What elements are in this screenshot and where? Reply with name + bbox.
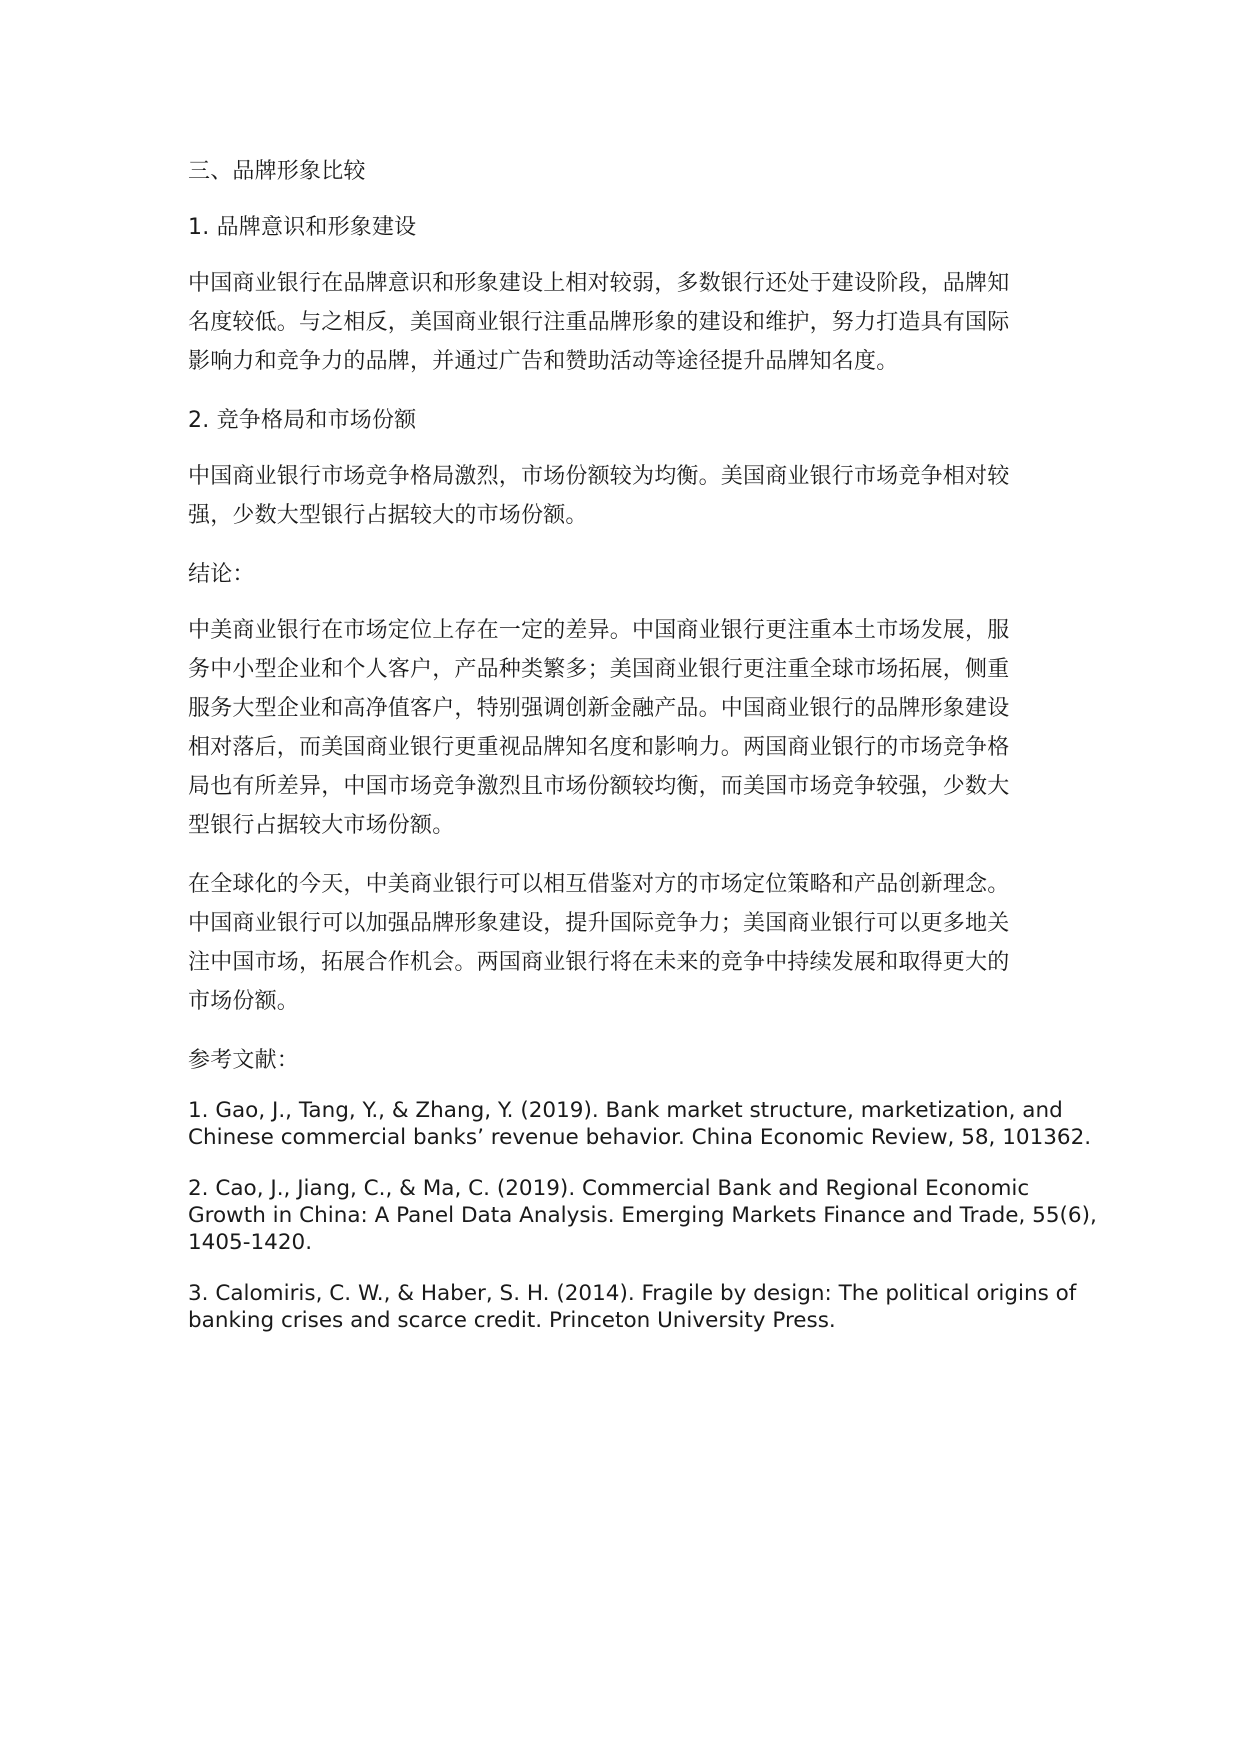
text-line: 注中国市场，拓展合作机会。两国商业银行将在未来的竞争中持续发展和取得更大的 [188, 950, 1010, 975]
text-line: 中国商业银行可以加强品牌形象建设，提升国际竞争力；美国商业银行可以更多地关 [188, 911, 1010, 936]
text-line: 强，少数大型银行占据较大的市场份额。 [188, 503, 588, 528]
conclusion-title: 结论： [188, 562, 255, 587]
subsection-1-paragraph [188, 264, 1058, 381]
subsection-1-title: 1. 品牌意识和形象建设 [188, 215, 417, 240]
document-body [188, 152, 1097, 1358]
text-line: 中国商业银行市场竞争格局激烈，市场份额较为均衡。美国商业银行市场竞争相对较 [188, 464, 1010, 489]
conclusion-paragraph-1 [188, 611, 1058, 845]
text-line: 服务大型企业和高净值客户，特别强调创新金融产品。中国商业银行的品牌形象建设 [188, 696, 1010, 721]
text-line: 名度较低。与之相反，美国商业银行注重品牌形象的建设和维护，努力打造具有国际 [188, 310, 1010, 335]
text-line: 中国商业银行在品牌意识和形象建设上相对较弱，多数银行还处于建设阶段，品牌知 [188, 271, 1010, 296]
reference-line: Growth in China: A Panel Data Analysis. Emerging Markets Finance and Trade, 55(6), [188, 1203, 1097, 1228]
reference-line: banking crises and scarce credit. Princeton University Press. [188, 1308, 836, 1333]
text-line: 影响力和竞争力的品牌，并通过广告和赞助活动等途径提升品牌知名度。 [188, 349, 899, 374]
reference-line: 1405-1420. [188, 1230, 313, 1255]
conclusion-paragraph-2 [188, 865, 1058, 1021]
reference-item [188, 1175, 1097, 1256]
text-line: 型银行占据较大市场份额。 [188, 813, 455, 838]
reference-line: 2. Cao, J., Jiang, C., & Ma, C. (2019). Commercial Bank and Regional Economic [188, 1176, 1030, 1201]
text-line: 相对落后，而美国商业银行更重视品牌知名度和影响力。两国商业银行的市场竞争格 [188, 735, 1010, 760]
reference-item [188, 1280, 1077, 1334]
text-line: 局也有所差异，中国市场竞争激烈且市场份额较均衡，而美国市场竞争较强，少数大 [188, 774, 1010, 799]
subsection-2-paragraph [188, 457, 1058, 535]
references-title: 参考文献： [188, 1048, 300, 1073]
section-title: 三、品牌形象比较 [188, 159, 366, 184]
reference-line: Chinese commercial banks’ revenue behavior. China Economic Review, 58, 101362. [188, 1125, 1092, 1150]
reference-line: 3. Calomiris, C. W., & Haber, S. H. (2014). Fragile by design: The political origins of [188, 1281, 1077, 1306]
text-line: 中美商业银行在市场定位上存在一定的差异。中国商业银行更注重本土市场发展，服 [188, 618, 1010, 643]
text-line: 市场份额。 [188, 989, 300, 1014]
reference-item [188, 1097, 1092, 1151]
reference-line: 1. Gao, J., Tang, Y., & Zhang, Y. (2019). Bank market structure, marketization, and [188, 1098, 1063, 1123]
subsection-2-title: 2. 竞争格局和市场份额 [188, 408, 417, 433]
text-line: 在全球化的今天，中美商业银行可以相互借鉴对方的市场定位策略和产品创新理念。 [188, 872, 1010, 897]
text-line: 务中小型企业和个人客户，产品种类繁多；美国商业银行更注重全球市场拓展，侧重 [188, 657, 1010, 682]
